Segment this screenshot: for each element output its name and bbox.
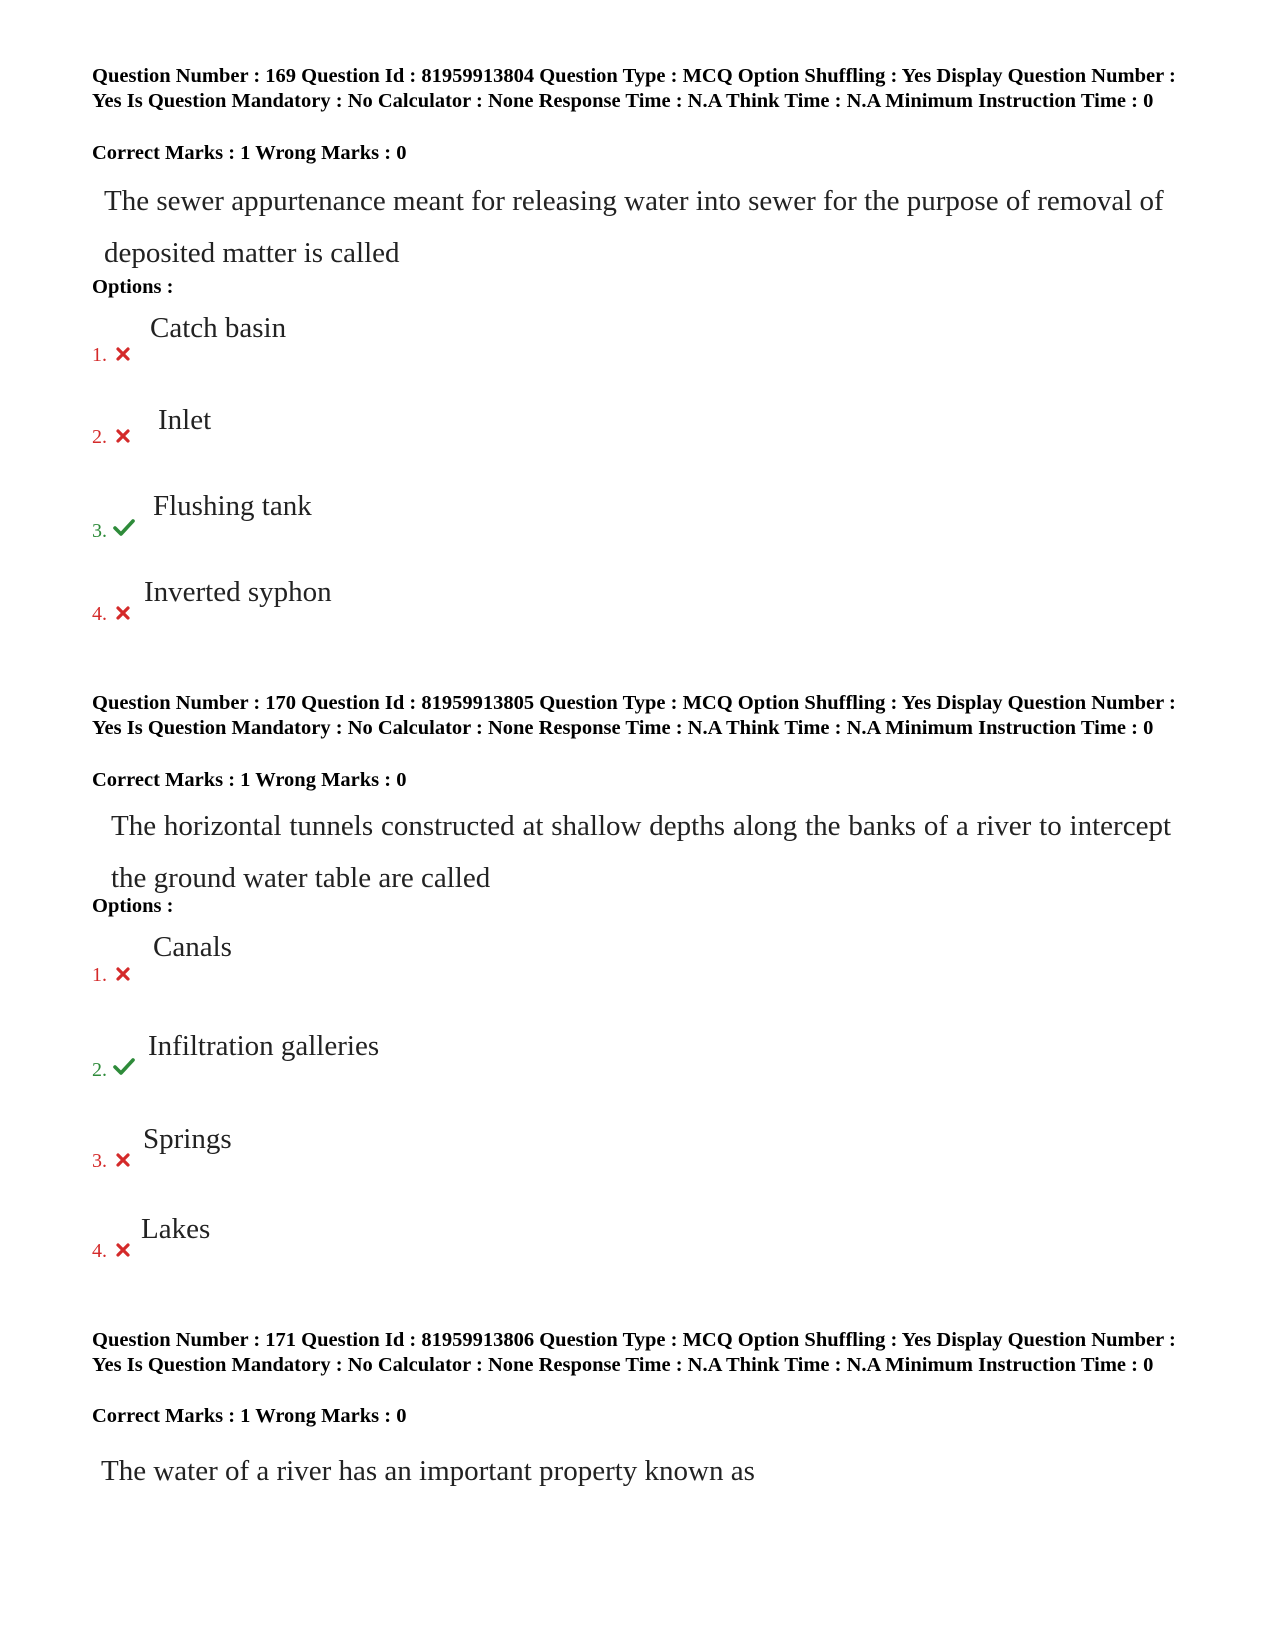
question-text: The horizontal tunnels constructed at shallow depths along the banks of a river to intercept the ground water table are called — [111, 810, 1171, 894]
question-meta: Question Number : 169 Question Id : 81959913804 Question Type : MCQ Option Shuffling : Yes Display Question Number : Yes Is Question Mandatory : No Calculator : None Response Time : N.A Think Time : N.A Minimum Instruction Time : 0 — [92, 65, 1176, 112]
check-icon — [113, 519, 135, 537]
option-number: 1. — [92, 344, 107, 366]
option-number: 3. — [92, 520, 107, 542]
option-number: 2. — [92, 1059, 107, 1081]
option-text: Flushing tank — [153, 490, 312, 522]
option-number: 4. — [92, 1240, 107, 1262]
option-number: 4. — [92, 603, 107, 625]
cross-icon — [115, 1242, 131, 1258]
option-number: 2. — [92, 426, 107, 448]
option-number: 3. — [92, 1150, 107, 1172]
option-text: Inverted syphon — [144, 576, 332, 608]
option-text: Canals — [153, 931, 232, 963]
check-icon — [113, 1058, 135, 1076]
option-text: Catch basin — [150, 312, 287, 344]
question-text: The water of a river has an important property known as — [101, 1455, 755, 1487]
question-marks: Correct Marks : 1 Wrong Marks : 0 — [92, 769, 407, 791]
options-label: Options : — [92, 895, 174, 917]
cross-icon — [115, 605, 131, 621]
question-marks: Correct Marks : 1 Wrong Marks : 0 — [92, 142, 407, 164]
cross-icon — [115, 428, 131, 444]
option-text: Springs — [143, 1123, 232, 1155]
options-label: Options : — [92, 276, 174, 298]
question-meta: Question Number : 170 Question Id : 81959913805 Question Type : MCQ Option Shuffling : Yes Display Question Number : Yes Is Question Mandatory : No Calculator : None Response Time : N.A Think Time : N.A Minimum Instruction Time : 0 — [92, 692, 1176, 739]
question-meta: Question Number : 171 Question Id : 81959913806 Question Type : MCQ Option Shuffling : Yes Display Question Number : Yes Is Question Mandatory : No Calculator : None Response Time : N.A Think Time : N.A Minimum Instruction Time : 0 — [92, 1329, 1176, 1376]
option-text: Infiltration galleries — [148, 1030, 380, 1062]
question-marks: Correct Marks : 1 Wrong Marks : 0 — [92, 1405, 407, 1427]
option-number: 1. — [92, 964, 107, 986]
cross-icon — [115, 966, 131, 982]
option-text: Lakes — [141, 1213, 211, 1245]
cross-icon — [115, 1152, 131, 1168]
cross-icon — [115, 346, 131, 362]
option-text: Inlet — [158, 404, 212, 436]
question-text: The sewer appurtenance meant for releasing water into sewer for the purpose of removal of deposited matter is called — [104, 185, 1164, 269]
